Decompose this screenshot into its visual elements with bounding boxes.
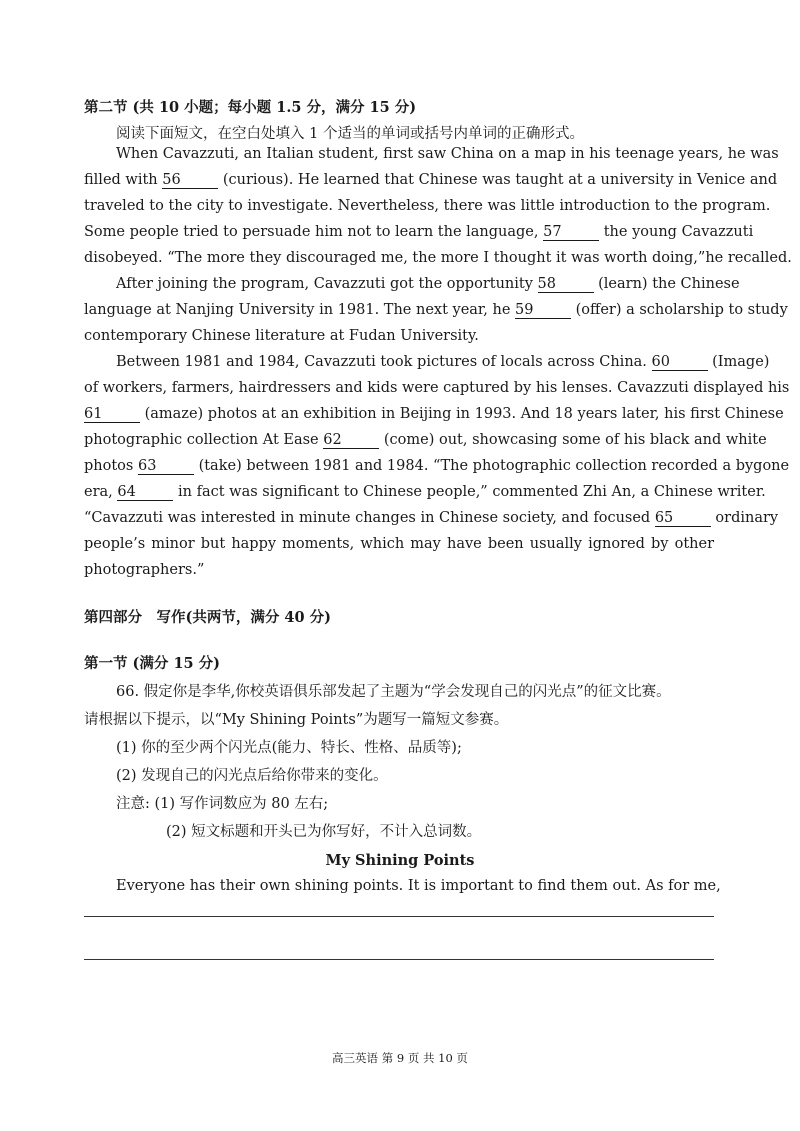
writing-line[interactable] [84,959,714,960]
blank-56[interactable]: 56 [162,173,218,189]
note-item: (2) 短文标题和开头已为你写好，不计入总词数。 [166,824,482,840]
blank-65[interactable]: 65 [655,511,711,527]
passage-line: traveled to the city to investigate. Nevertheless, there was little introduction to the program. [84,198,771,214]
passage-line: When Cavazzuti, an Italian student, first saw China on a map in his teenage years, he was [116,146,779,162]
passage-line: people’s minor but happy moments, which may have been usually ignored by other [84,536,714,552]
writing-line[interactable] [84,916,714,917]
blank-61[interactable]: 61 [84,407,140,423]
question-line: 66. 假定你是李华,你校英语俱乐部发起了主题为“学会发现自己的闪光点”的征文比赛。 [116,684,671,700]
passage-text: the young Cavazzuti [599,224,754,240]
blank-64[interactable]: 64 [117,485,173,501]
passage-line: photographers.” [84,562,205,578]
passage-line [84,432,767,449]
passage-text: (amaze) photos at an exhibition in Beijing in 1993. And 18 years later, his first Chinese [140,406,784,422]
blank-57[interactable]: 57 [543,225,599,241]
passage-text: ordinary [710,510,779,526]
passage-text: photos [84,458,138,474]
passage-text: (offer) a scholarship to study [571,302,788,318]
passage-line [84,172,778,189]
page-footer: 高三英语 第 9 页 共 10 页 [332,1051,468,1065]
passage-text: Between 1981 and 1984, Cavazzuti took pictures of locals across China. [116,354,652,370]
passage-line [84,406,784,423]
passage-text: language at Nanjing University in 1981. The next year, he [84,302,516,318]
passage-line [116,276,740,293]
essay-title: My Shining Points [325,852,475,869]
passage-text: “Cavazzuti was interested in minute changes in Chinese society, and focused [84,510,655,526]
note-item: 注意: (1) 写作词数应为 80 左右; [116,796,329,812]
hint-item: (2) 发现自己的闪光点后给你带来的变化。 [116,768,388,784]
passage-line: of workers, farmers, hairdressers and kids were captured by his lenses. Cavazzuti displayed his [84,380,790,396]
part-heading: 第四部分 写作(共两节，满分 40 分) [84,609,331,626]
section-instruction: 阅读下面短文，在空白处填入 1 个适当的单词或括号内单词的正确形式。 [116,126,584,142]
passage-text: Some people tried to persuade him not to learn the language, [84,224,544,240]
question-line: 请根据以下提示，以“My Shining Points”为题写一篇短文参赛。 [84,712,509,728]
passage-line [84,510,779,527]
passage-line: disobeyed. “The more they discouraged me, the more I thought it was worth doing,”he recalled. [84,250,792,266]
blank-58[interactable]: 58 [538,277,594,293]
passage-text: (curious). He learned that Chinese was taught at a university in Venice and [218,172,778,188]
passage-line [84,224,754,241]
hint-item: (1) 你的至少两个闪光点(能力、特长、性格、品质等); [116,740,462,756]
blank-59[interactable]: 59 [515,303,571,319]
passage-text: After joining the program, Cavazzuti got the opportunity [116,276,538,292]
passage-text: (Image) [707,354,770,370]
passage-line: contemporary Chinese literature at Fudan University. [84,328,479,344]
passage-text: filled with [84,172,163,188]
essay-opening: Everyone has their own shining points. It is important to find them out. As for me, [116,878,721,894]
passage-text: (come) out, showcasing some of his black and white [379,432,767,448]
passage-line [116,354,770,371]
passage-line [84,458,790,475]
passage-text: (take) between 1981 and 1984. “The photographic collection recorded a bygone [193,458,790,474]
blank-63[interactable]: 63 [138,459,194,475]
section-heading: 第二节 (共 10 小题；每小题 1.5 分，满分 15 分) [84,99,417,116]
passage-text: in fact was significant to Chinese people,” commented Zhi An, a Chinese writer. [173,484,766,500]
passage-text: era, [84,484,118,500]
passage-text: (learn) the Chinese [593,276,740,292]
blank-60[interactable]: 60 [652,355,708,371]
passage-line [84,484,766,501]
passage-text: photographic collection At Ease [84,432,324,448]
passage-line [84,302,788,319]
section-heading: 第一节 (满分 15 分) [84,655,221,672]
blank-62[interactable]: 62 [323,433,379,449]
